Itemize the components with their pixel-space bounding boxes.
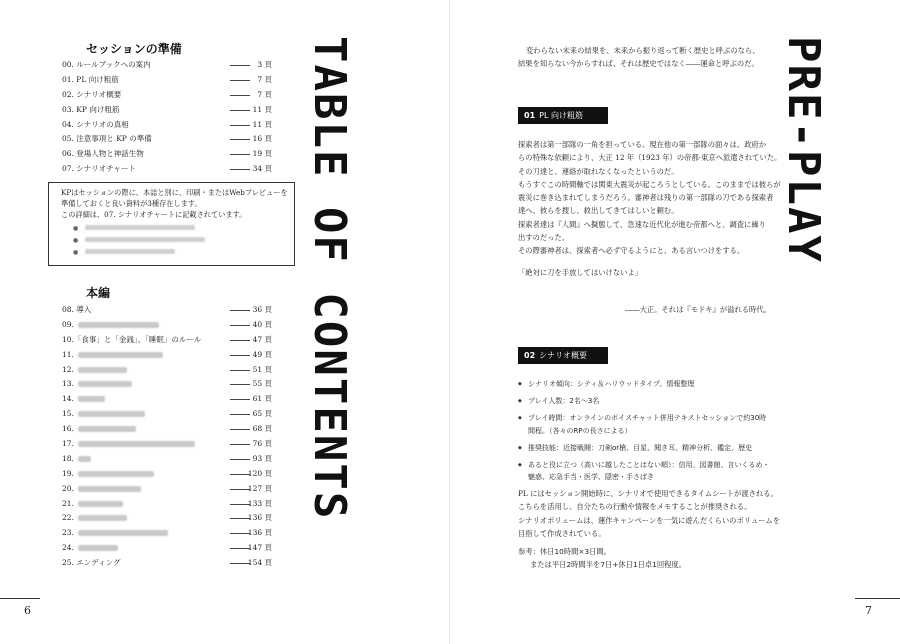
toc-entry-label: 04. シナリオの真相 <box>62 119 129 129</box>
overview-item: ◆ あると役に立つ（高いに越したことはない順）：信用、図書館、言いくるめ・魅惑、応急手当・医学、隠密・手さばき <box>518 459 773 484</box>
toc-entry[interactable] <box>62 58 272 73</box>
redacted-title <box>78 501 123 507</box>
toc-entry-label: 19. <box>62 468 74 478</box>
toc-entry-label: 01. PL 向け粗筋 <box>62 74 119 84</box>
epigraph-line-1: 変わらない未来の結果を、未来から振り返って断く歴史と呼ぶのなら、 <box>526 46 760 55</box>
toc-entry-label: 16. <box>62 424 74 434</box>
reference-line-2: または平日2時間半を7日+休日1日卓1回程度。 <box>530 560 687 570</box>
synopsis-title: PL 向け粗筋 <box>539 111 583 120</box>
toc-entry-label: 18. <box>62 453 74 463</box>
pre-play-title: PRE-PLAY <box>778 36 829 264</box>
toc-entry-page: 49 頁 <box>252 349 272 359</box>
toc-entry-label: 02. シナリオ概要 <box>62 89 122 99</box>
leader-dash <box>230 139 250 140</box>
toc-entry-page: 136 頁 <box>247 513 272 523</box>
toc-entry-page: 7 頁 <box>257 89 272 99</box>
toc-entry[interactable] <box>62 556 272 571</box>
timesheet-line-4: 目指して作成されている。 <box>518 528 606 538</box>
redacted-line <box>85 225 195 230</box>
synopsis-line: 震災に巻き込まれてしまうだろう。審神者は残りの第一部隊の刀である探索者 <box>518 193 774 203</box>
timesheet-line-2: こちらを活用し、自分たちの行動や情報をメモすることが推奨される。 <box>518 502 752 512</box>
toc-entry-page: 51 頁 <box>252 364 272 374</box>
toc-entry[interactable] <box>62 407 272 422</box>
overview-list <box>518 378 773 488</box>
toc-entry-label: 24. <box>62 543 74 553</box>
leader-dash <box>230 65 250 66</box>
toc-entry-page: 40 頁 <box>252 319 272 329</box>
toc-entry-page: 3 頁 <box>257 60 272 69</box>
toc-entry-page: 47 頁 <box>252 334 272 344</box>
leader-dash <box>230 80 250 81</box>
table-of-contents-title: TABLE OF CONTENTS <box>304 36 355 521</box>
overview-number: 02 <box>524 351 536 360</box>
note-line-2: 準備しておくと良い資料が3種存在します。 <box>61 199 202 208</box>
redacted-title <box>78 411 146 417</box>
toc-entry-page: 36 頁 <box>252 305 272 314</box>
leader-dash <box>230 459 250 460</box>
redacted-title <box>78 396 105 402</box>
toc-entry-label: 21. <box>62 498 74 508</box>
toc-entry[interactable] <box>62 437 272 452</box>
redacted-title <box>78 352 164 358</box>
note-line-1: KPはセッションの際に、本誌と別に、印刷・またはWebプレビューを <box>61 188 288 197</box>
leader-dash <box>230 310 250 311</box>
redacted-title <box>78 471 155 477</box>
toc-entry[interactable] <box>62 118 272 133</box>
redacted-title <box>78 515 128 521</box>
redacted-title <box>78 456 92 462</box>
toc-entry-page: 61 頁 <box>252 394 272 404</box>
synopsis-line: らの特殊な依頼により、大正 12 年（1923 年）の帝都·東京へ派遣されていた。 <box>518 153 782 163</box>
overview-item: ◆ 推奨技能：近接戦闘：刀剣or槍、目星、聞き耳、精神分析、鑑定、歴史 <box>518 442 773 455</box>
epigraph-line-2: 結果を知らない今からすれば、それは歴史ではなく――運命と呼ぶのだ。 <box>518 59 759 69</box>
toc-entry[interactable] <box>62 103 272 118</box>
toc-entry[interactable] <box>62 452 272 467</box>
redacted-bullet-icon: ● <box>73 237 79 244</box>
synopsis-line: 探索者は第一部隊の一角を担っている。現在他の第一部隊の面々は、政府か <box>518 140 767 149</box>
toc-entry[interactable] <box>62 422 272 437</box>
leader-dash <box>230 444 250 445</box>
redacted-title <box>78 322 159 328</box>
toc-entry-page: 136 頁 <box>247 528 272 538</box>
toc-entry-page: 34 頁 <box>252 164 272 174</box>
toc-entry-page: 19 頁 <box>252 149 272 159</box>
toc-entry[interactable] <box>62 318 272 333</box>
synopsis-body <box>518 138 783 258</box>
toc-entry-label: 03. KP 向け粗筋 <box>62 104 120 114</box>
synopsis-line: 出すのだった。 <box>518 233 570 243</box>
page-number: 7 <box>865 604 872 617</box>
toc-entry[interactable] <box>62 511 272 526</box>
toc-entry-page: 11 頁 <box>252 119 272 129</box>
toc-entry[interactable] <box>62 482 272 497</box>
toc-entry-page: 133 頁 <box>247 498 272 508</box>
right-page <box>450 0 900 644</box>
overview-item: ◆ プレイ時間：オンラインのボイスチャット併用テキストセッションで約30時間程。（各々のRPの長さによる） <box>518 412 773 437</box>
toc-entry-label: 22. <box>62 513 74 523</box>
toc-entry-label: 05. 注意事項と KP の準備 <box>62 134 152 144</box>
leader-dash <box>230 325 250 326</box>
synopsis-number: 01 <box>524 111 536 120</box>
toc-entry-label: 15. <box>62 409 74 419</box>
toc-entry-label: 10.「食事」と「金銭」、「睡眠」のルール <box>62 334 202 344</box>
toc-entry-label: 06. 登場人物と神話生物 <box>62 149 144 159</box>
synopsis-line: もうすぐこの時間軸では関東大震災が起ころうとしている。このままでは彼らが <box>518 179 781 189</box>
leader-dash <box>230 110 250 111</box>
toc-entry[interactable] <box>62 363 272 378</box>
toc-entry-label: 17. <box>62 439 74 449</box>
synopsis-line: その刀達と、連絡が取れなくなったというのだ。 <box>518 166 679 176</box>
synopsis-line: その際審神者は、探索者へ必ず守るようにと、ある言いつけをする。 <box>518 246 745 256</box>
toc-entry[interactable] <box>62 497 272 512</box>
leader-dash <box>230 384 250 385</box>
main-toc <box>62 303 272 571</box>
toc-entry-label: 12. <box>62 364 74 374</box>
toc-entry-page: 65 頁 <box>252 409 272 419</box>
redacted-line <box>85 237 205 242</box>
leader-dash <box>230 154 250 155</box>
toc-entry-page: 154 頁 <box>247 558 272 568</box>
toc-entry-page: 76 頁 <box>252 439 272 449</box>
reference-line-1: 参考：休日10時間×3日間。 <box>518 547 612 556</box>
toc-entry[interactable] <box>62 303 272 318</box>
toc-entry[interactable] <box>62 467 272 482</box>
redacted-title <box>78 545 119 551</box>
toc-entry[interactable] <box>62 147 272 162</box>
overview-item: ◆ プレイ人数：2名〜3名 <box>518 395 773 408</box>
folio-rule <box>0 598 40 599</box>
toc-entry-label: 00. ルールブックへの案内 <box>62 60 151 69</box>
toc-entry-page: 55 頁 <box>252 379 272 389</box>
overview-item: ◆ シナリオ傾向：シティ＆ハリウッドタイプ、情報整理 <box>518 378 773 391</box>
leader-dash <box>230 399 250 400</box>
toc-entry-label: 07. シナリオチャート <box>62 164 137 174</box>
toc-entry-label: 23. <box>62 528 74 538</box>
leader-dash <box>230 340 250 341</box>
timesheet-line-1: PL にはセッション開始時に、シナリオで使用できるタイムシートが渡される。 <box>518 489 778 498</box>
preparation-heading: セッションの準備 <box>86 42 182 56</box>
toc-entry-label: 13. <box>62 379 74 389</box>
toc-entry-label: 09. <box>62 319 74 329</box>
toc-entry-label: 20. <box>62 483 74 493</box>
redacted-title <box>78 486 141 492</box>
redacted-title <box>78 426 137 432</box>
folio-rule <box>855 598 900 599</box>
toc-entry[interactable] <box>62 348 272 363</box>
toc-entry-page: 120 頁 <box>247 468 272 478</box>
redacted-title <box>78 530 168 536</box>
tagline: ――大正。それは『モドキ』が溢れる時代。 <box>625 305 771 314</box>
synopsis-line: 探索者達は『人間』へ擬態して、急速な近代化が進む帝都へと、調査に繰り <box>518 219 766 229</box>
overview-title: シナリオ概要 <box>539 351 588 360</box>
toc-entry[interactable] <box>62 333 272 348</box>
reference-text <box>518 545 778 572</box>
redacted-bullet-icon: ● <box>73 249 79 256</box>
redacted-title <box>78 381 132 387</box>
toc-entry-page: 147 頁 <box>247 543 272 553</box>
quote: 「絶対に刀を手放してはいけないよ」 <box>518 268 643 277</box>
redacted-title <box>78 441 195 447</box>
overview-label <box>518 347 608 364</box>
toc-entry-page: 93 頁 <box>252 453 272 463</box>
toc-entry[interactable] <box>62 132 272 147</box>
timesheet-text <box>518 487 793 540</box>
toc-entry-page: 68 頁 <box>252 424 272 434</box>
toc-entry[interactable] <box>62 73 272 88</box>
toc-entry-label: 11. <box>62 349 74 359</box>
leader-dash <box>230 429 250 430</box>
toc-entry[interactable] <box>62 392 272 407</box>
redacted-bullet-icon: ● <box>73 225 79 232</box>
toc-entry-label: 25. エンディング <box>62 558 121 568</box>
leader-dash <box>230 169 250 170</box>
preparation-toc <box>62 58 272 177</box>
epigraph <box>518 44 778 71</box>
timesheet-line-3: シナリオボリュームは、運作キャンペーンを一気に遊んだくらいのボリュームを <box>518 515 781 525</box>
leader-dash <box>230 414 250 415</box>
redacted-line <box>85 249 175 254</box>
toc-entry[interactable] <box>62 162 272 177</box>
leader-dash <box>230 370 250 371</box>
leader-dash <box>230 125 250 126</box>
note-line-3: この詳細は、07. シナリオチャートに記載されています。 <box>61 210 247 219</box>
toc-entry[interactable] <box>62 526 272 541</box>
toc-entry-page: 11 頁 <box>252 104 272 114</box>
synopsis-line: 達へ、彼らを捜し、救出してきてはしいと頼む。 <box>518 206 679 216</box>
page-number: 6 <box>24 604 31 617</box>
toc-entry-label: 14. <box>62 394 74 404</box>
synopsis-label <box>518 107 608 124</box>
leader-dash <box>230 355 250 356</box>
toc-entry[interactable] <box>62 377 272 392</box>
main-heading: 本編 <box>86 286 111 300</box>
toc-entry-page: 127 頁 <box>247 483 272 493</box>
toc-entry-page: 16 頁 <box>252 134 272 144</box>
materials-note-box <box>48 182 295 266</box>
toc-entry-page: 7 頁 <box>257 74 272 84</box>
leader-dash <box>230 95 250 96</box>
toc-entry[interactable] <box>62 541 272 556</box>
toc-entry[interactable] <box>62 88 272 103</box>
redacted-title <box>78 367 128 373</box>
toc-entry-label: 08. 導入 <box>62 305 92 314</box>
